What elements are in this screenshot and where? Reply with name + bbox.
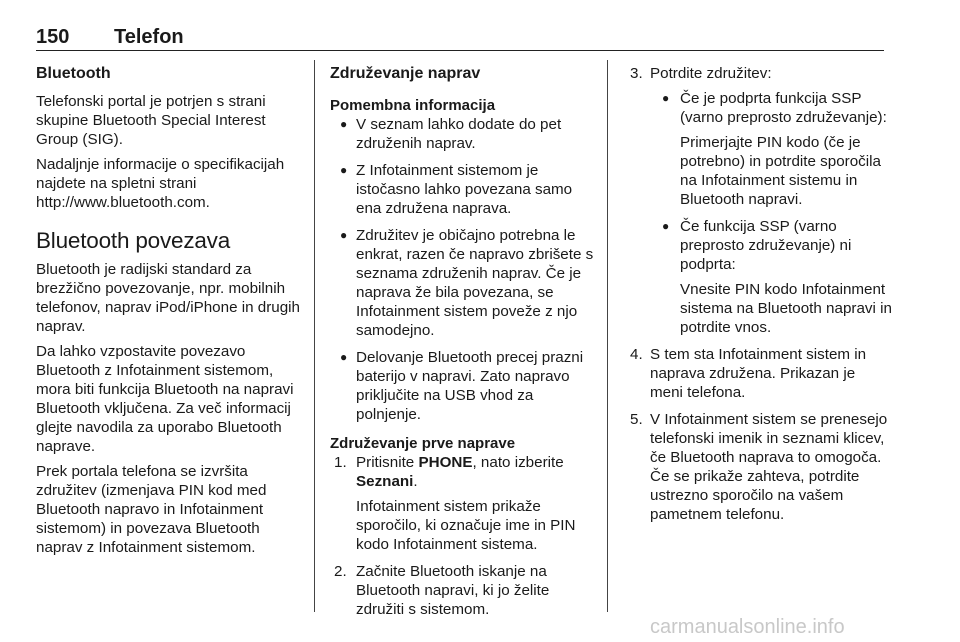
step-item	[630, 410, 892, 524]
step-number: 1.	[334, 454, 347, 471]
watermark: carmanualsonline.info	[650, 616, 845, 638]
step-subtext: Infotainment sistem prikaže sporočilo, ki označuje ime in PIN kodo Infotainment sistema.	[356, 498, 576, 553]
step-number: 3.	[630, 65, 643, 82]
first-pairing-label: Združevanje prve naprave	[330, 435, 516, 452]
list-item: ● Delovanje Bluetooth precej prazni baterijo v napravi. Zato napravo priključite na USB vhod za polnjenje.	[330, 348, 595, 424]
important-info-label: Pomembna informacija	[330, 97, 496, 114]
pairing-steps	[330, 453, 595, 619]
step-text: S tem sta Infotainment sistem in naprava združena. Prikazan je meni telefona.	[650, 346, 867, 401]
pair-option-label: Seznani	[356, 473, 414, 490]
option-text: Če je podprta funkcija SSP (varno preprosto združevanje):	[680, 90, 887, 126]
column-divider-left	[314, 60, 315, 612]
page-number: 150	[36, 26, 70, 48]
step-number: 2.	[334, 563, 347, 580]
paragraph-sig: Telefonski portal je potrjen s strani skupine Bluetooth Special Interest Group (SIG).	[36, 93, 266, 148]
section-heading-bluetooth: Bluetooth	[36, 65, 111, 82]
column-middle	[330, 64, 595, 627]
step-text: Začnite Bluetooth iskanje na Bluetooth napravi, ki jo želite združiti s sistemom.	[356, 563, 550, 618]
step-text: , nato izberite	[472, 454, 564, 471]
paragraph-specs: Nadaljnje informacije o specifikacijah najdete na spletni strani http://www.bluetooth.com.	[36, 156, 285, 211]
step-item	[630, 64, 892, 337]
step-number: 5.	[630, 411, 643, 428]
option-subtext: Vnesite PIN kodo Infotainment sistema na Bluetooth napravi in potrdite vnos.	[680, 281, 892, 336]
option-subtext: Primerjajte PIN kodo (če je potrebno) in potrdite sporočila na Infotainment sistemu in Bluetooth napravi.	[680, 134, 881, 208]
column-left	[36, 64, 304, 563]
paragraph-standard: Bluetooth je radijski standard za brezžično povezovanje, npr. mobilnih telefonov, naprav iPod/iPhone in drugih naprav.	[36, 261, 300, 335]
section-title-bluetooth-connection: Bluetooth povezava	[36, 228, 231, 253]
page-header	[36, 14, 884, 51]
step-text: .	[413, 473, 418, 490]
list-item: ● V seznam lahko dodate do pet združenih naprav.	[330, 115, 595, 153]
step-item	[630, 345, 892, 402]
step-item	[330, 453, 595, 554]
paragraph-portal: Prek portala telefona se izvršita združitev (izmenjava PIN kod med Bluetooth napravo in Infotainment sistemom) in povezava Bluetooth naprav z Infotainment sistemom.	[36, 463, 267, 556]
list-item: ● Združitev je običajno potrebna le enkrat, razen če napravo zbrišete s seznama združenih naprav. Če je naprava že bila povezana, se Infotainment sistem poveže z njo samodejno.	[330, 226, 595, 340]
step-text: Pritisnite	[356, 454, 419, 471]
confirm-options-list	[650, 89, 892, 337]
list-item: ● Z Infotainment sistemom je istočasno lahko povezana samo ena združena naprava.	[330, 161, 595, 218]
important-info-list	[330, 115, 595, 424]
list-item	[650, 89, 892, 209]
phone-key-label: PHONE	[418, 454, 473, 471]
section-heading-pairing: Združevanje naprav	[330, 65, 481, 82]
chapter-title: Telefon	[114, 26, 184, 48]
option-text: Če funkcija SSP (varno preprosto združevanje) ni podprta:	[680, 218, 852, 273]
step-item	[330, 562, 595, 619]
paragraph-enable: Da lahko vzpostavite povezavo Bluetooth z Infotainment sistemom, mora biti funkcija Bluetooth na napravi Bluetooth vključena. Za več informacij glejte navodila za uporabo Bluetooth naprave.	[36, 343, 294, 455]
step-text: Potrdite združitev:	[650, 65, 772, 82]
list-item	[650, 217, 892, 337]
step-text: V Infotainment sistem se prenesejo telefonski imenik in seznami klicev, če Bluetooth naprava to omogoča. Če se prikaže zahteva, potrdite ustrezno sporočilo na vašem pametnem telefonu.	[650, 411, 888, 523]
pairing-steps-continued	[630, 64, 892, 524]
column-divider-right	[607, 60, 608, 612]
column-right	[630, 64, 892, 532]
step-number: 4.	[630, 346, 643, 363]
